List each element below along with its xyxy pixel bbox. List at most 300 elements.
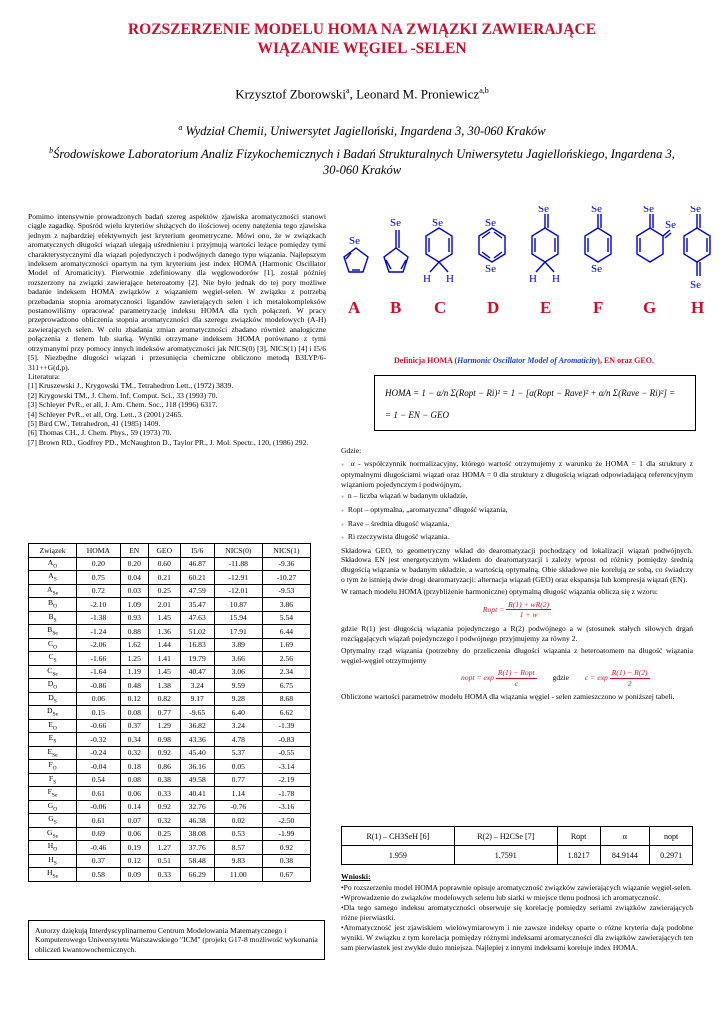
table-cell: 0.58 xyxy=(77,868,121,882)
table-row xyxy=(29,760,311,774)
molecule-letter-g: G xyxy=(643,298,657,317)
table-cell: -11.88 xyxy=(214,557,262,571)
conclusions-list xyxy=(341,883,693,953)
table-row xyxy=(29,584,311,598)
reference-item: [1] Kruszewski J., Krygowski TM., Tetrahedron Lett., (1972) 3839. xyxy=(28,381,234,391)
table-cell: 3.66 xyxy=(214,652,262,666)
table-cell: 47.63 xyxy=(180,611,214,625)
table-cell: -0.06 xyxy=(77,800,121,814)
table-cell: 5.54 xyxy=(262,611,310,625)
table-cell: 37.76 xyxy=(180,841,214,855)
references-list xyxy=(28,381,326,447)
ropt-formula xyxy=(341,600,693,620)
reference-item: [3] Schleyer PvR., et all, J. Am. Chem. Soc., 118 (1996) 6317. xyxy=(28,400,218,410)
explanation-p5: Obliczone wartości parametrów modelu HOMA dla wiązania węgiel - selen zamieszczono w poniższej tabeli. xyxy=(341,692,675,702)
compound-cell: $C_S$ xyxy=(29,652,77,666)
table-cell: -12.01 xyxy=(214,584,262,598)
compound-cell: $B_O$ xyxy=(29,598,77,612)
parameter-table xyxy=(341,826,693,865)
molecule-letter-d: D xyxy=(487,298,500,317)
table-cell: 17.91 xyxy=(214,625,262,639)
table-cell: 2.56 xyxy=(262,652,310,666)
table-cell: 1.14 xyxy=(214,787,262,801)
molecule-e-h1: H xyxy=(529,273,537,285)
compound-cell: $H_S$ xyxy=(29,854,77,868)
table-row xyxy=(29,854,311,868)
table-row xyxy=(29,611,311,625)
molecule-h-ring xyxy=(684,228,710,262)
homa-equation-box xyxy=(374,375,696,431)
molecule-f-se1: Se xyxy=(591,206,602,215)
affil-b-sup: b xyxy=(49,146,54,156)
ropt-lhs: Ropt = xyxy=(482,604,505,614)
table-cell: 1.27 xyxy=(148,841,180,855)
table-cell: 0.34 xyxy=(120,733,148,747)
table-cell: 11.00 xyxy=(214,868,262,882)
conclusion-item: •Wprowadzenie do związków modelowych selenu lub siarki w miejsce tlenu podnosi ich aromatyczność. xyxy=(341,893,661,902)
where-item: ● n – liczba wiązań w badanym układzie, xyxy=(341,491,468,501)
where-list xyxy=(341,459,693,544)
table-cell: 0.09 xyxy=(120,868,148,882)
table-cell: -2.06 xyxy=(77,638,121,652)
table-cell: 3.89 xyxy=(214,638,262,652)
table-cell: 15.94 xyxy=(214,611,262,625)
table-cell: 0.25 xyxy=(148,584,180,598)
compound-cell: $G_{Se}$ xyxy=(29,827,77,841)
results-table-header xyxy=(29,544,311,558)
reference-item: [7] Brown RD., Godfrey PD., McNaughton D., Taylor PR., J. Mol. Spectr., 120, (1986) 292. xyxy=(28,437,309,447)
table-cell: 9.28 xyxy=(214,692,262,706)
table-cell: 0.54 xyxy=(77,773,121,787)
compound-cell: $C_O$ xyxy=(29,638,77,652)
molecule-a-ring xyxy=(344,248,368,272)
table-cell: 45.40 xyxy=(180,746,214,760)
table-cell: 32.76 xyxy=(180,800,214,814)
molecule-g-ring xyxy=(637,228,663,262)
molecule-d-se2: Se xyxy=(485,263,496,275)
table-cell: 49.58 xyxy=(180,773,214,787)
table-cell: -9.36 xyxy=(262,557,310,571)
table-cell: 0.20 xyxy=(77,557,121,571)
table-cell: 0.19 xyxy=(120,841,148,855)
table-cell: -0.55 xyxy=(262,746,310,760)
table-cell: 0.12 xyxy=(120,692,148,706)
table-cell: -0.66 xyxy=(77,719,121,733)
molecule-letter-e: E xyxy=(540,298,552,317)
table-header-cell: EN xyxy=(120,544,148,558)
c-num: R(1) − R(2) xyxy=(611,668,648,678)
table-cell: 0.03 xyxy=(120,584,148,598)
table-cell: -1.39 xyxy=(262,719,310,733)
table-cell: 4.78 xyxy=(214,733,262,747)
table-cell: 3.24 xyxy=(180,679,214,693)
table-cell: 0.48 xyxy=(120,679,148,693)
table-cell: -2.50 xyxy=(262,814,310,828)
table-cell: 60.21 xyxy=(180,571,214,585)
table-cell: -1.64 xyxy=(77,665,121,679)
molecule-letters xyxy=(334,298,714,318)
table-cell: 0.21 xyxy=(148,571,180,585)
nopt-lhs: nopt = exp xyxy=(461,673,494,683)
table-cell: 1.62 xyxy=(120,638,148,652)
table-cell: -2.10 xyxy=(77,598,121,612)
table-cell: 0.92 xyxy=(148,800,180,814)
parameter-value-cell: 1.959 xyxy=(342,846,455,865)
table-cell: 0.67 xyxy=(262,868,310,882)
table-cell: -0.83 xyxy=(262,733,310,747)
title-line-1: ROZSZERZENIE MODELU HOMA NA ZWIĄZKI ZAWIERAJĄCE xyxy=(127,21,597,38)
c-fraction xyxy=(610,668,650,688)
molecule-e-h2: H xyxy=(552,273,560,285)
conclusions-title: Wnioski: xyxy=(341,872,371,881)
explanation-p4: Optymalny rząd wiązania (potrzebny do przeliczenia długości wiązania z heteroatomem na długość wiązania węgiel-węgiel otrzymujemy xyxy=(341,646,693,665)
table-row xyxy=(29,638,311,652)
nopt-num: R(1) − Ropt xyxy=(497,668,535,678)
table-cell: 1.36 xyxy=(148,625,180,639)
table-row xyxy=(29,814,311,828)
table-cell: 9.17 xyxy=(180,692,214,706)
molecule-f-ring xyxy=(585,228,611,262)
table-cell: 0.61 xyxy=(77,787,121,801)
conclusion-item: •Aromatyczność jest zjawiskiem wielowymiarowym i nie zawsze indeksy oparte o różne kryteria dają podobne wyniki. W związku z tym korelacja pomiędzy różnymi indeksami aromatyczności dla związków zawierających ten sam pierwiastek jest zwykle dużo mniejsza. Najlepiej z innymi indeksami koreluje index HOMA. xyxy=(341,923,693,952)
table-cell: 9.59 xyxy=(214,679,262,693)
table-cell: 0.33 xyxy=(148,868,180,882)
table-row xyxy=(29,706,311,720)
table-row xyxy=(29,557,311,571)
table-cell: 0.08 xyxy=(120,706,148,720)
parameter-header-cell: nopt xyxy=(650,827,693,846)
table-row xyxy=(29,625,311,639)
table-cell: -9.65 xyxy=(180,706,214,720)
table-cell: 0.04 xyxy=(120,571,148,585)
table-cell: -1.78 xyxy=(262,787,310,801)
table-cell: 3.24 xyxy=(214,719,262,733)
table-cell: 10.87 xyxy=(214,598,262,612)
c-lhs: c = exp xyxy=(584,673,608,683)
table-cell: 66.29 xyxy=(180,868,214,882)
table-cell: 51.02 xyxy=(180,625,214,639)
table-cell: 1.45 xyxy=(148,665,180,679)
compound-cell: $G_S$ xyxy=(29,814,77,828)
table-cell: 1.69 xyxy=(262,638,310,652)
table-header-cell: GEO xyxy=(148,544,180,558)
molecule-g-se1: Se xyxy=(643,206,654,215)
parameter-table-header xyxy=(342,827,693,846)
molecule-h-se1: Se xyxy=(690,206,701,215)
table-cell: 58.48 xyxy=(180,854,214,868)
table-cell: 0.77 xyxy=(214,773,262,787)
table-cell: -0.46 xyxy=(77,841,121,855)
compound-cell: $B_{Se}$ xyxy=(29,625,77,639)
compound-cell: $E_O$ xyxy=(29,719,77,733)
molecule-e-se: Se xyxy=(538,206,549,215)
table-row xyxy=(29,733,311,747)
nopt-den: c xyxy=(514,678,518,688)
table-cell: -12.91 xyxy=(214,571,262,585)
table-cell: 0.77 xyxy=(148,706,180,720)
c-den: 2 xyxy=(627,678,632,688)
table-cell: -9.53 xyxy=(262,584,310,598)
table-row xyxy=(29,800,311,814)
table-cell: 0.53 xyxy=(214,827,262,841)
table-cell: 5.37 xyxy=(214,746,262,760)
compound-cell: $D_S$ xyxy=(29,692,77,706)
molecule-e-ring xyxy=(532,228,558,262)
definition-blue: Harmonic Oscillator Model of Aromaticity xyxy=(457,356,598,365)
table-cell: 0.60 xyxy=(148,557,180,571)
table-cell: 1.44 xyxy=(148,638,180,652)
table-cell: 0.38 xyxy=(148,773,180,787)
ropt-num: R(1) + wR(2) xyxy=(508,599,550,609)
equation-line-1: HOMA = 1 − α/n Σ(Ropt − Ri)² = 1 − [α(Ropt − Rave)² + α/n Σ(Rave − Ri)²] = xyxy=(385,388,676,398)
table-cell: 40.41 xyxy=(180,787,214,801)
table-cell: -10.27 xyxy=(262,571,310,585)
table-cell: -0.24 xyxy=(77,746,121,760)
table-cell: 3.86 xyxy=(262,598,310,612)
table-cell: -0.04 xyxy=(77,760,121,774)
definition-pre: Definicja HOMA ( xyxy=(394,356,458,365)
table-header-cell: I5/6 xyxy=(180,544,214,558)
molecule-letter-h: H xyxy=(691,298,705,317)
table-header-cell: Związek xyxy=(29,544,77,558)
equation-line-2: = 1 − EN − GEO xyxy=(385,410,449,420)
molecule-letter-c: C xyxy=(434,298,447,317)
table-cell: 3.06 xyxy=(214,665,262,679)
parameter-header-cell: α xyxy=(600,827,650,846)
compound-cell: $D_{Se}$ xyxy=(29,706,77,720)
table-row xyxy=(29,571,311,585)
table-cell: -0.86 xyxy=(77,679,121,693)
table-row xyxy=(29,719,311,733)
table-cell: 1.25 xyxy=(120,652,148,666)
parameter-value-cell: 1.8217 xyxy=(557,846,600,865)
table-cell: 1.19 xyxy=(120,665,148,679)
table-cell: 0.25 xyxy=(148,827,180,841)
table-cell: -3.16 xyxy=(262,800,310,814)
compound-cell: $C_{Se}$ xyxy=(29,665,77,679)
table-row xyxy=(29,692,311,706)
table-cell: 6.75 xyxy=(262,679,310,693)
molecule-letter-f: F xyxy=(593,298,604,317)
table-row xyxy=(29,598,311,612)
reference-item: [2] Krygowski TM., J. Chem. Inf. Comput. Sci., 33 (1993) 70. xyxy=(28,390,218,400)
nopt-fraction xyxy=(496,668,537,688)
conclusion-item: •Dla tego samego indeksu aromatyczności obserwuje się korelację pomiędzy seriami związków zawierających różne pierwiastki. xyxy=(341,903,693,922)
table-cell: 0.18 xyxy=(120,760,148,774)
table-cell: 46.87 xyxy=(180,557,214,571)
table-cell: 0.06 xyxy=(77,692,121,706)
parameter-header-cell: Ropt xyxy=(557,827,600,846)
affil-b: Środowiskowe Laboratorium Analiz Fizykochemicznych i Badań Strukturalnych Uniwersytetu Jagiellońskiego, Ingardena 3, 30-060 Kraków xyxy=(53,147,675,178)
affil-a: Wydział Chemii, Uniwersytet Jagielloński, Ingardena 3, 30-060 Kraków xyxy=(182,124,546,139)
table-cell: 0.08 xyxy=(120,773,148,787)
compound-cell: $D_O$ xyxy=(29,679,77,693)
definition-post: ), EN oraz GEO. xyxy=(597,356,654,365)
table-cell: 36.82 xyxy=(180,719,214,733)
title-line-2: WIĄZANIE WĘGIEL -SELEN xyxy=(257,40,467,57)
table-cell: 0.06 xyxy=(120,787,148,801)
table-cell: 0.05 xyxy=(214,760,262,774)
table-row xyxy=(29,773,311,787)
literature-label: Literatura: xyxy=(28,371,61,381)
table-cell: 6.62 xyxy=(262,706,310,720)
affiliations xyxy=(40,120,684,178)
conclusion-item: •Po rozszerzeniu model HOMA poprawnie opisuje aromatyczność związków zawierających wiązanie węgiel-selen. xyxy=(341,883,692,892)
molecule-c-h2: H xyxy=(446,273,454,285)
parameter-table-values xyxy=(342,846,693,865)
compound-cell: $B_S$ xyxy=(29,611,77,625)
table-cell: 0.92 xyxy=(262,841,310,855)
table-cell: 0.92 xyxy=(148,746,180,760)
molecule-letter-b: B xyxy=(390,298,402,317)
reference-item: [6] Thomas CH., J. Chem. Phys., 59 (1973) 70. xyxy=(28,428,172,438)
intro-section xyxy=(28,212,326,447)
table-cell: 0.14 xyxy=(120,800,148,814)
compound-cell: $E_{Se}$ xyxy=(29,746,77,760)
table-cell: 6.44 xyxy=(262,625,310,639)
table-cell: 0.02 xyxy=(214,814,262,828)
author-2-sup: a,b xyxy=(479,86,489,95)
molecule-f-se2: Se xyxy=(591,263,602,275)
table-cell: 0.07 xyxy=(120,814,148,828)
table-cell: 0.33 xyxy=(148,787,180,801)
ropt-fraction xyxy=(506,600,551,620)
table-cell: 0.32 xyxy=(120,746,148,760)
table-cell: -1.66 xyxy=(77,652,121,666)
table-row xyxy=(29,679,311,693)
table-header-cell: NICS(1) xyxy=(262,544,310,558)
table-row xyxy=(29,841,311,855)
where-item: ● Rave – średnia długość wiązania, xyxy=(341,518,450,528)
compound-cell: $E_S$ xyxy=(29,733,77,747)
molecule-b-ring xyxy=(384,248,408,272)
compound-cell: $G_O$ xyxy=(29,800,77,814)
table-cell: 0.37 xyxy=(77,854,121,868)
affil-a-sup: a xyxy=(178,123,183,132)
results-table xyxy=(28,543,311,882)
where-item: ● Ropt – optymalna, „aromatyczna" długość wiązania, xyxy=(341,504,508,514)
table-cell: 0.82 xyxy=(148,692,180,706)
table-cell: 36.16 xyxy=(180,760,214,774)
table-header-cell: HOMA xyxy=(77,544,121,558)
parameter-value-cell: 84.9144 xyxy=(600,846,650,865)
table-cell: 8.68 xyxy=(262,692,310,706)
where-item: ● Ri rzeczywista długość wiązania. xyxy=(341,532,450,542)
table-cell: 1.38 xyxy=(148,679,180,693)
table-cell: 2.34 xyxy=(262,665,310,679)
molecule-c-h1: H xyxy=(423,273,431,285)
table-cell: -1.38 xyxy=(77,611,121,625)
table-cell: 1.09 xyxy=(120,598,148,612)
homa-definition-heading xyxy=(334,356,714,365)
table-cell: 0.12 xyxy=(120,854,148,868)
compound-cell: $F_O$ xyxy=(29,760,77,774)
table-cell: 0.86 xyxy=(148,760,180,774)
compound-cell: $A_{Se}$ xyxy=(29,584,77,598)
table-cell: -0.32 xyxy=(77,733,121,747)
compound-cell: $A_S$ xyxy=(29,571,77,585)
table-cell: 0.69 xyxy=(77,827,121,841)
molecule-b-se: Se xyxy=(390,217,401,229)
table-cell: 35.47 xyxy=(180,598,214,612)
table-cell: 43.36 xyxy=(180,733,214,747)
table-cell: 0.38 xyxy=(262,854,310,868)
molecule-h-se2: Se xyxy=(690,279,701,291)
table-cell: 0.98 xyxy=(148,733,180,747)
table-cell: 1.45 xyxy=(148,611,180,625)
author-1-sup: a xyxy=(346,86,350,95)
explanation-section xyxy=(341,446,693,705)
authors xyxy=(0,86,724,102)
explanation-p3: gdzie R(1) jest długością wiązania pojedynczego a R(2) podwójnego a w (stosunek stałych siłowych drgań rozciągających wiązań pojedynczego i podwójnego przyjmujemy za równy 2. xyxy=(341,623,693,643)
compound-cell: $H_{Se}$ xyxy=(29,868,77,882)
table-cell: 0.15 xyxy=(77,706,121,720)
acknowledgement-box: Autorzy dziękują Interdyscyplinarnemu Centrum Modelowania Matematycznego i Komputerowego Uniwersytetu Warszawskiego "ICM" (projekt G17-8 możliwość wykonania obliczeń kwantowochemicznych. xyxy=(28,920,325,960)
explanation-p2: W ramach modelu HOMA (przybliżenie harmoniczne) optymalną długość wiązania oblicza się z wzoru: xyxy=(341,587,658,597)
nopt-formula xyxy=(461,668,693,688)
compound-cell: $A_O$ xyxy=(29,557,77,571)
reference-item: [5] Bird CW., Tetrahedron, 41 (1985) 1409. xyxy=(28,418,161,428)
parameter-header-cell: R(2) – H2CSe [7] xyxy=(454,827,557,846)
compound-cell: $H_O$ xyxy=(29,841,77,855)
compound-cell: $F_S$ xyxy=(29,773,77,787)
parameter-header-cell: R(1) – CH3SeH [6] xyxy=(342,827,455,846)
table-cell: 38.08 xyxy=(180,827,214,841)
table-row xyxy=(29,665,311,679)
table-cell: 46.38 xyxy=(180,814,214,828)
table-cell: 0.37 xyxy=(120,719,148,733)
table-cell: 2.01 xyxy=(148,598,180,612)
table-cell: -3.14 xyxy=(262,760,310,774)
molecule-letter-a: A xyxy=(348,298,361,317)
table-cell: 0.32 xyxy=(148,814,180,828)
table-row xyxy=(29,746,311,760)
where-item: ● α - współczynnik normalizacyjny, którego wartość otrzymujemy z warunku że HOMA = 1 dla struktury z optymalnymi długościami wiązań oraz HOMA = 0 dla struktury z długością wiązań odpowiadającą referencyjnym wiązaniom pojedynczym i podwójnym, xyxy=(341,458,693,489)
nopt-gdzie: gdzie xyxy=(552,673,569,683)
compound-cell: $F_{Se}$ xyxy=(29,787,77,801)
explanation-p1: Składowa GEO, to geometryczny wkład do dearomatyzacji pochodzący od lokalizacji wiązań podwójnych. Składowa EN jest energetycznym wkładem do dearomatyzacji i zależy wprost od różnicy pomiędzy średnią długością wiązania w badanym układzie, a wartością optymalną. Obie składowe nie korelują ze sobą, co świadczy o tym że istnieją dwie drogi dearomatyzacji: alternacja wiązań (GEO) oraz ekspansja lub kompresja wiązań (EN). xyxy=(341,545,693,584)
molecule-a-se: Se xyxy=(349,235,360,247)
table-cell: 1.29 xyxy=(148,719,180,733)
molecule-d-se1: Se xyxy=(485,217,496,229)
table-cell: -1.24 xyxy=(77,625,121,639)
poster-title xyxy=(0,20,724,58)
parameter-value-cell: 0.2971 xyxy=(650,846,693,865)
table-cell: 16.83 xyxy=(180,638,214,652)
table-cell: 6.40 xyxy=(214,706,262,720)
molecule-c-ring xyxy=(426,228,452,262)
intro-text: Pomimo intensywnie prowadzonych badań szereg aspektów zjawiska aromatyczności stanowi ciągle zagadkę. Spośród wielu kryteriów służących do ilościowej oceny natężenia tego zjawiska jednym z najbardziej efektywnych jest kryterium geometryczne. Mówi ono, że w związkach aromatycznych długości wiązań ulegają uśrednieniu i przyjmują wartości leżące pomiędzy tymi charakterystycznymi dla wiązań pojedynczych i podwójnych danego typu wiązania. Najlepszym indeksem aromatyczności opartym na tym kryterium jest index HOMA (Harmonic Oscillator Model of Aromaticity). Pierwotnie zdefiniowany dla węglowodorów [1], został później rozszerzony na związki zawierające heteroatomy [2]. Nie było jednak do tej pory możliwe badanie indeksem HOMA związków z wiązaniem węgiel-selen. W związku z potrzebą przebadania stopnia aromatyczności ligandów zawierających selen i ich metalokompleksów postanowiliśmy opracować parametryzację indeksu HOMA dla tych połączeń. W pracy przeprowadzono obliczenia stopnia aromatyczności dla szeregu związków modelowych (A-H) zawierających selen. W celu zbadania zmian aromatyczności zbadano również analogiczne połączenia z tlenem lub siarką. Wyniki otrzymane indeksem HOMA porównano z tymi otrzymanymi przy pomocy innych indeksów aromatyczności jak NICS(0) [3], NICS(1) [4] i I5/6 [5]. Niezbędne długości wiązań i przesunięcia chemiczne obliczono metodą B3LYP/6-311++G(d,p). xyxy=(28,212,326,372)
table-cell: 0.88 xyxy=(120,625,148,639)
table-cell: 40.47 xyxy=(180,665,214,679)
parameter-value-cell: 1.7591 xyxy=(454,846,557,865)
where-label: Gdzie: xyxy=(341,446,362,455)
table-cell: 0.06 xyxy=(120,827,148,841)
author-sep: , xyxy=(349,86,357,102)
table-cell: 8.57 xyxy=(214,841,262,855)
table-row xyxy=(29,868,311,882)
conclusions-section xyxy=(341,872,693,953)
table-cell: 0.75 xyxy=(77,571,121,585)
table-row xyxy=(29,827,311,841)
table-cell: 1.41 xyxy=(148,652,180,666)
author-2: Leonard M. Proniewicz xyxy=(356,86,480,102)
table-cell: -2.19 xyxy=(262,773,310,787)
table-cell: 0.93 xyxy=(120,611,148,625)
table-cell: -1.99 xyxy=(262,827,310,841)
reference-item: [4] Schleyer PvR., et all, Org. Lett., 3 (2001) 2465. xyxy=(28,409,184,419)
author-1: Krzysztof Zborowski xyxy=(235,86,347,102)
